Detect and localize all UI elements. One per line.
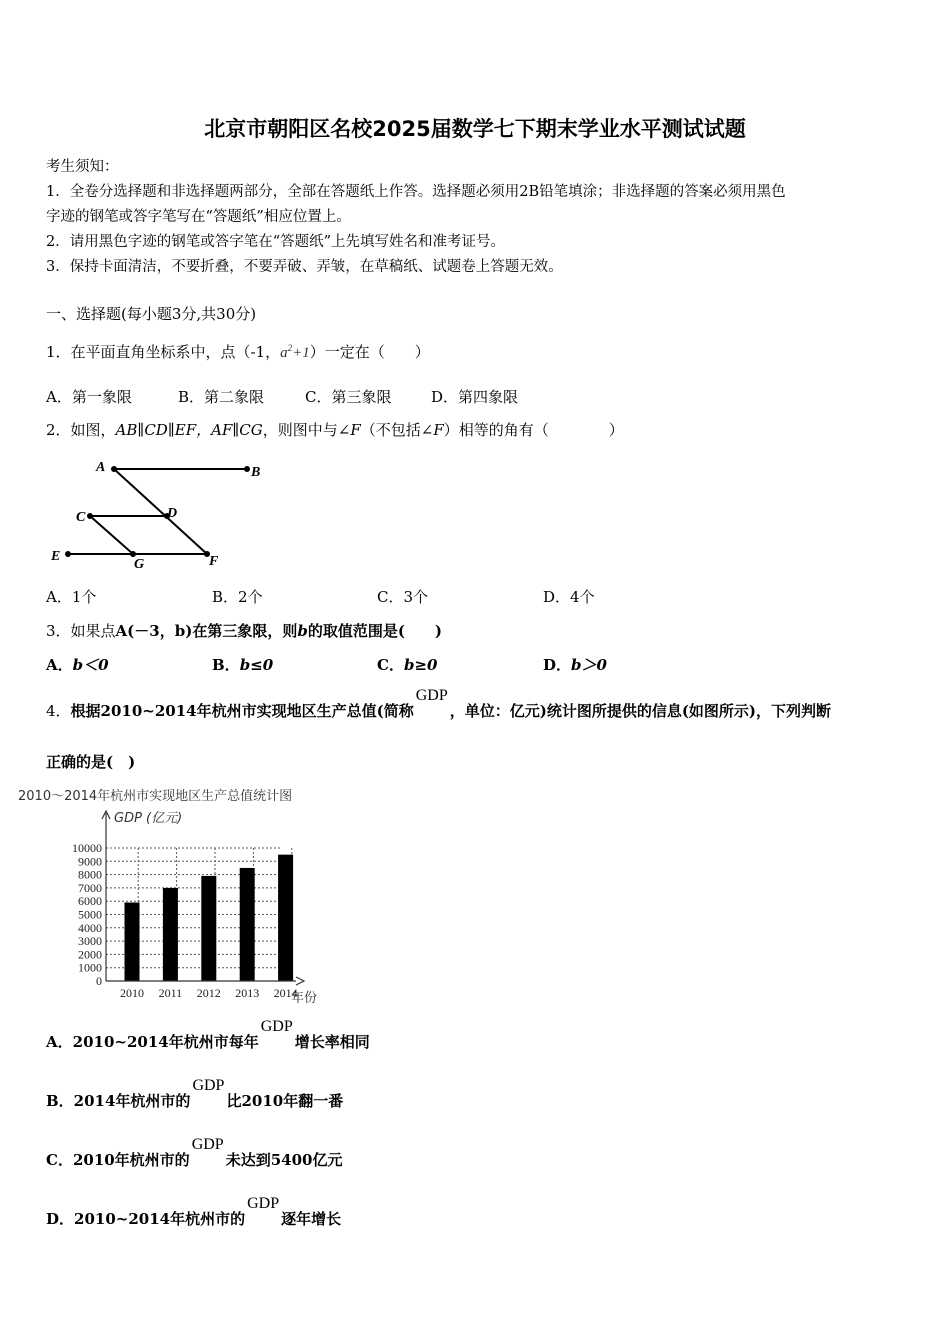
question-4-cont: 正确的是( ) [46,753,136,771]
q4-option-d: D．2010~2014年杭州市的GDP逐年增长 [46,1195,342,1228]
label-f: F [209,554,219,569]
y-tick-label: 7000 [78,880,102,895]
bar-2010 [125,903,140,981]
section-heading: 一、选择题(每小题3分,共30分) [46,305,257,323]
chart-ylabel: GDP (亿元) [114,811,183,826]
q3-option-a: A．b＜0 [46,656,109,674]
page-title: 北京市朝阳区名校2025届数学七下期末学业水平测试试题 [204,117,746,141]
q3-option-b: B．b≤0 [212,656,274,674]
question-3: 3．如果点A(－3，b)在第三象限，则b的取值范围是( ) [46,622,443,640]
notice-item-2: 2．请用黑色字迹的钢笔或答字笔在“答题纸”上先填写姓名和准考证号。 [46,234,506,250]
y-tick-label: 0 [96,974,102,988]
x-axis-arrow [296,977,304,985]
point-a [111,466,117,472]
y-tick-label: 2000 [78,947,102,962]
label-g: G [134,557,145,572]
x-tick-label: 2011 [158,986,183,1000]
q1-option-c: C．第三象限 [305,388,392,406]
y-tick-label: 8000 [78,867,102,882]
notice-heading: 考生须知： [46,159,119,175]
point-b [244,466,250,472]
chart-xlabel: 年份 [291,991,318,1006]
q4-option-c: C．2010年杭州市的GDP未达到5400亿元 [46,1136,343,1169]
y-tick-label: 4000 [78,920,102,935]
line-af [114,469,207,554]
geometry-figure [46,455,276,575]
question-1 [46,341,430,362]
q2-option-d: D．4个 [543,588,595,606]
x-tick-label: 2010 [120,986,144,1000]
point-c [87,513,93,519]
chart-title: 2010～2014年杭州市实现地区生产总值统计图 [18,789,293,804]
point-e [65,551,71,557]
label-a: A [96,460,106,475]
q4-option-b: B．2014年杭州市的GDP比2010年翻一番 [46,1077,344,1110]
label-b: B [251,465,261,480]
x-tick-label: 2012 [196,986,221,1000]
q4-option-a: A．2010~2014年杭州市每年GDP增长率相同 [46,1018,370,1051]
label-c: C [76,510,86,525]
q1-suffix: ）一定在（ ） [309,343,430,361]
x-tick-label: 2013 [235,986,260,1000]
y-tick-label: 5000 [78,907,102,922]
q1-math: $a^2+1$ [280,343,310,361]
bar-2011 [163,888,178,981]
q1-prefix: 1．在平面直角坐标系中，点（-1， [46,343,281,361]
q1-option-a: A．第一象限 [46,388,132,406]
q2-option-b: B．2个 [212,588,263,606]
bar-2014 [278,855,293,981]
q1-option-d: D．第四象限 [431,388,519,406]
line-cg [90,516,133,554]
label-d: D [167,506,178,521]
label-e: E [51,549,61,564]
q2-option-a: A．1个 [46,588,97,606]
q3-option-d: D．b＞0 [543,656,607,674]
q1-option-b: B．第二象限 [178,388,265,406]
notice-item-1-cont: 字迹的钢笔或答字笔写在“答题纸”相应位置上。 [46,209,351,225]
bar-2013 [240,868,255,981]
x-tick-label: 2014 [273,986,298,1000]
y-tick-label: 1000 [78,960,102,975]
question-4: 4．根据2010~2014年杭州市实现地区生产总值(简称GDP，单位：亿元)统计图所提供的信息(如图所示)，下列判断 [46,687,832,720]
notice-item-3: 3．保持卡面清洁，不要折叠，不要弄破、弄皱，在草稿纸、试题卷上答题无效。 [46,259,563,275]
y-tick-label: 9000 [78,854,102,869]
gdp-bar-chart [18,785,358,1007]
y-tick-label: 10000 [72,841,102,855]
question-2: 2．如图，AB∥CD∥EF，AF∥CG，则图中与∠F（不包括∠F）相等的角有（ ） [46,421,624,439]
y-tick-label: 3000 [78,934,102,949]
y-tick-label: 6000 [78,894,102,909]
q3-option-c: C．b≥0 [377,656,438,674]
bar-2012 [201,876,216,981]
q2-option-c: C．3个 [377,588,429,606]
notice-item-1: 1．全卷分选择题和非选择题两部分，全部在答题纸上作答。选择题必须用2B铅笔填涂；非选择题的答案必须用黑色 [46,184,786,200]
